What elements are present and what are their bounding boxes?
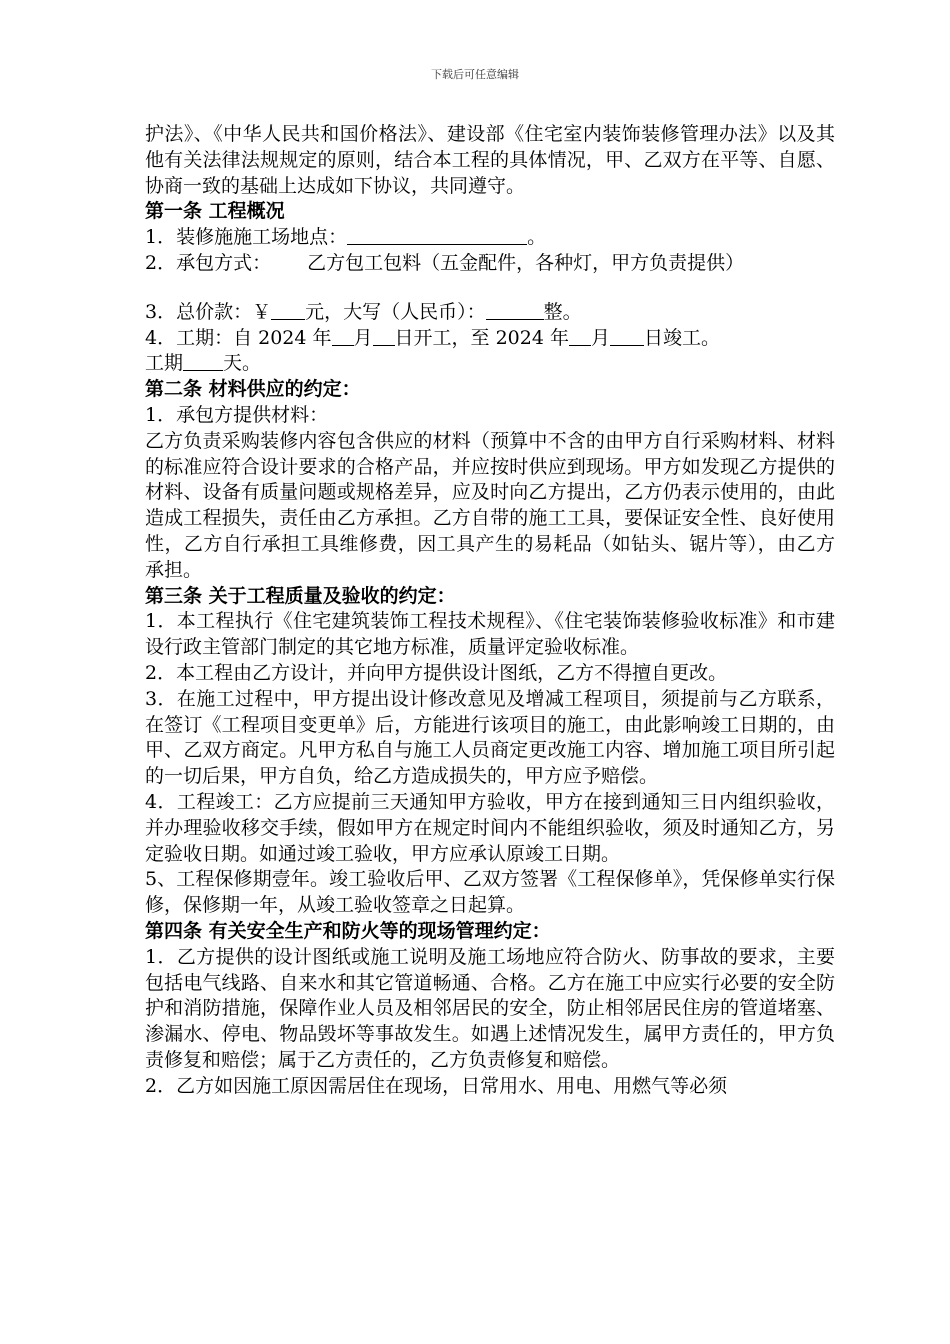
article-3-item-4: 4．工程竣工：乙方应提前三天通知甲方验收，甲方在接到通知三日内组织验收，并办理验收移交手续，假如甲方在规定时间内不能组织验收，须及时通知乙方，另定验收日期。如通过竣工验收，甲方应承认原竣工日期。 <box>145 790 835 865</box>
site-location-label: 1．装修施施工场地点： <box>145 226 348 249</box>
article-3-title: 第三条 关于工程质量及验收的约定： <box>145 584 456 607</box>
end-day-label: 日竣工。 <box>644 326 721 349</box>
article-1-title: 第一条 工程概况 <box>145 200 285 223</box>
article-4-item-1: 1．乙方提供的设计图纸或施工说明及施工场地应符合防火、防事故的要求，主要包括电气线路、自来水和其它管道畅通、合格。乙方在施工中应实行必要的安全防护和消防措施，保障作业人员及相邻居民的安全，防止相邻居民住房的管道堵塞、渗漏水、停电、物品毁坏等事故发生。如遇上述情况发生，属甲方责任的，甲方负责修复和赔偿；属于乙方责任的，乙方负责修复和赔偿。 <box>145 945 835 1071</box>
article-2-paragraph: 乙方负责采购装修内容包含供应的材料（预算中不含的由甲方自行采购材料、材料的标准应符合设计要求的合格产品，并应按时供应到现场。甲方如发现乙方提供的材料、设备有质量问题或规格差异，应及时向乙方提出，乙方仍表示使用的，由此造成工程损失，责任由乙方承担。乙方自带的施工工具，要保证安全性、良好使用性，乙方自行承担工具维修费，因工具产生的易耗品（如钻头、锯片等），由乙方承担。 <box>145 429 835 581</box>
site-location-line <box>145 225 835 251</box>
end-day-blank <box>610 327 644 346</box>
article-2-title: 第二条 材料供应的约定： <box>145 378 361 401</box>
article-3-item-1: 1．本工程执行《住宅建筑装饰工程技术规程》、《住宅装饰装修验收标准》和市建设行政主管部门制定的其它地方标准，质量评定验收标准。 <box>145 610 835 659</box>
contract-method-line <box>145 251 835 277</box>
contract-method-value: 乙方包工包料（五金配件，各种灯，甲方负责提供） <box>307 251 745 274</box>
site-location-blank <box>347 226 527 245</box>
schedule-start-label: 4．工期：自 2024 年 <box>145 326 332 349</box>
schedule-end-label: 日开工，至 2024 年 <box>394 326 569 349</box>
duration-line <box>145 351 835 377</box>
end-month-label: 月 <box>590 326 610 349</box>
article-4-title: 第四条 有关安全生产和防火等的现场管理约定： <box>145 919 551 942</box>
start-month-blank <box>332 327 354 346</box>
duration-label: 工期 <box>145 352 184 375</box>
schedule-line <box>145 326 835 352</box>
price-end: 整。 <box>543 300 582 323</box>
total-price-line <box>145 300 835 326</box>
article-4-item-2: 2．乙方如因施工原因需居住在现场，日常用水、用电、用燃气等必须 <box>145 1074 728 1097</box>
start-day-blank <box>373 327 395 346</box>
price-amount-blank <box>271 301 305 320</box>
start-month-label: 月 <box>353 326 373 349</box>
site-location-end: 。 <box>527 226 547 249</box>
total-price-label: 3．总价款：￥ <box>145 300 272 323</box>
page-header: 下载后可任意编辑 <box>431 68 519 81</box>
intro-paragraph: 护法》、《中华人民共和国价格法》、建设部《住宅室内装饰装修管理办法》以及其他有关法律法规规定的原则，结合本工程的具体情况，甲、乙双方在平等、自愿、协商一致的基础上达成如下协议，共同遵守。 <box>145 123 835 197</box>
article-3-item-2: 2．本工程由乙方设计，并向甲方提供设计图纸，乙方不得擅自更改。 <box>145 661 728 684</box>
duration-blank <box>183 352 223 371</box>
contract-method-label: 2．承包方式： <box>145 251 272 274</box>
article-2-item-1: 1．承包方提供材料： <box>145 403 329 426</box>
end-month-blank <box>569 327 591 346</box>
article-3-item-5: 5、工程保修期壹年。竣工验收后甲、乙双方签署《工程保修单》，凭保修单实行保修，保修期一年，从竣工验收签章之日起算。 <box>145 868 835 917</box>
document-body <box>145 122 835 1099</box>
price-uppercase-blank <box>486 301 544 320</box>
duration-unit: 天。 <box>223 352 262 375</box>
article-3-item-3: 3．在施工过程中，甲方提出设计修改意见及增减工程项目，须提前与乙方联系，在签订《工程项目变更单》后，方能进行该项目的施工，由此影响竣工日期的，由甲、乙双方商定。凡甲方私自与施工人员商定更改施工内容、增加施工项目所引起的一切后果，甲方自负，给乙方造成损失的，甲方应予赔偿。 <box>145 687 835 788</box>
price-uppercase-label: 元，大写（人民币）： <box>305 300 486 323</box>
